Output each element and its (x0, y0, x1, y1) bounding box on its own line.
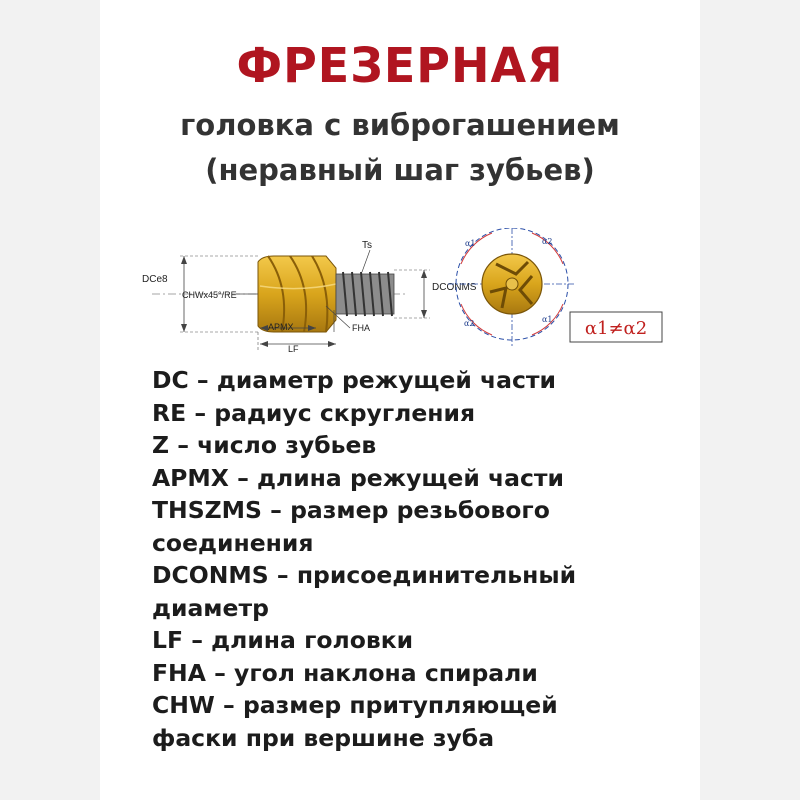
param-line: соединения (152, 528, 314, 557)
threaded-shank (336, 272, 394, 316)
dconms-label: DCONMS (432, 282, 477, 293)
alpha-inequality-label: α1≠α2 (584, 318, 648, 339)
alpha2-bottom-label: α2 (464, 319, 475, 328)
ts-label: Ts (362, 240, 372, 251)
param-line: APMX – длина режущей части (152, 463, 564, 492)
cutting-body (258, 256, 336, 332)
page-title: ФРЕЗЕРНАЯ (236, 36, 564, 94)
param-line: RE – радиус скругления (152, 398, 476, 427)
param-line: FHA – угол наклона спирали (152, 658, 538, 687)
lf-label: LF (288, 344, 299, 354)
param-line: LF – длина головки (152, 626, 414, 654)
milling-head-diagram (140, 228, 680, 354)
param-line: THSZMS – размер резьбового (152, 496, 550, 524)
apmx-label: APMX (268, 322, 294, 332)
param-line: DC – диаметр режущей части (152, 366, 556, 394)
param-line: Z – число зубьев (152, 431, 377, 459)
parameter-list (152, 364, 692, 754)
end-view (448, 228, 662, 346)
param-line: диаметр (152, 593, 269, 622)
dce8-label: DCe8 (142, 274, 168, 285)
param-line: CHW – размер притупляющей (152, 691, 558, 719)
alpha1-bottom-label: α1 (542, 315, 553, 324)
param-line: DCONMS – присоединительный (152, 561, 577, 589)
chw-label: CHWx45°/RE (182, 290, 237, 300)
subtitle-line-2: (неравный шаг зубьев) (205, 153, 595, 187)
param-line: фаски при вершине зуба (152, 723, 495, 752)
subtitle-line-1: головка с виброгашением (180, 108, 620, 142)
alpha1-top-label: α1 (465, 239, 476, 248)
fha-label: FHA (352, 323, 370, 333)
alpha2-top-label: α2 (542, 237, 553, 246)
side-view (142, 240, 477, 354)
product-card (100, 0, 700, 800)
